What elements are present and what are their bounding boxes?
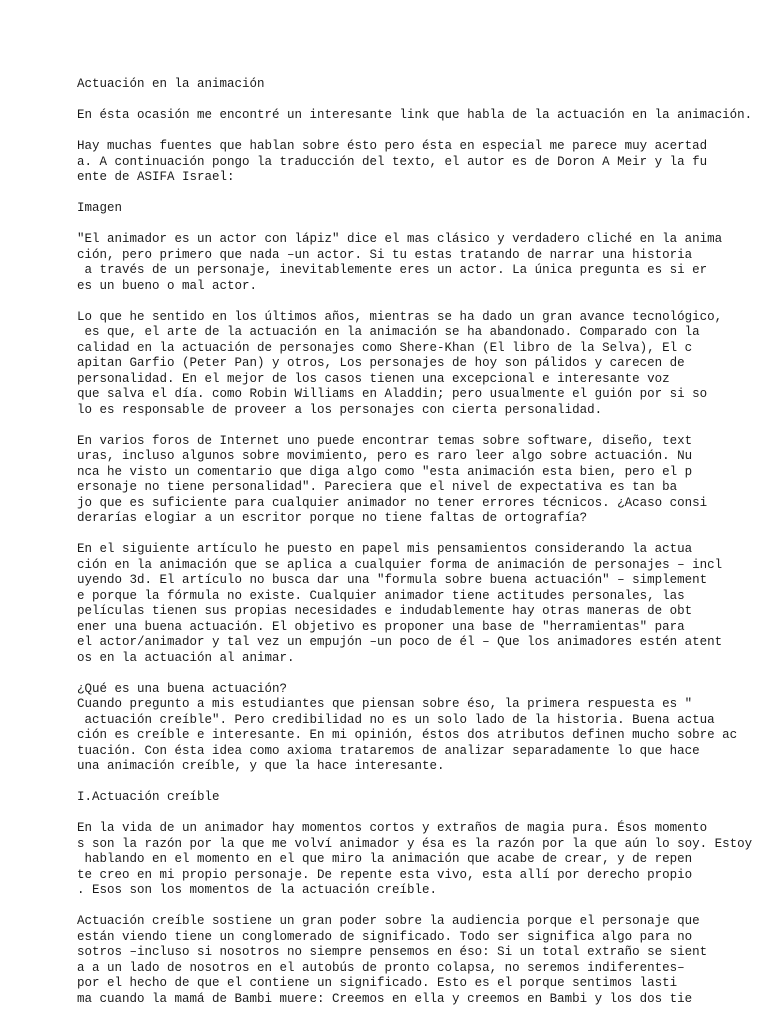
text-line: calidad en la actuación de personajes como Shere-Khan (El libro de la Selva), El c bbox=[77, 340, 693, 355]
text-line: una animación creíble, y que la hace interesante. bbox=[77, 759, 445, 773]
text-line: Cuando pregunto a mis estudiantes que piensan sobre éso, la primera respuesta es " bbox=[77, 697, 693, 711]
text-line: derarías elogiar a un escritor porque no tiene faltas de ortografía? bbox=[77, 511, 588, 525]
text-line: lo es responsable de proveer a los personajes con cierta personalidad. bbox=[77, 402, 603, 417]
text-line: nca he visto un comentario que diga algo como "esta animación esta bien, pero el p bbox=[77, 464, 693, 479]
text-line: ersonaje no tiene personalidad". Pareciera que el nivel de expectativa es tan ba bbox=[77, 480, 678, 494]
text-line: Actuación en la animación bbox=[77, 77, 265, 91]
body-paragraph bbox=[77, 542, 767, 666]
text-line: "El animador es un actor con lápiz" dice el mas clásico y verdadero cliché en la anima bbox=[77, 232, 723, 246]
section-paragraph bbox=[77, 682, 767, 775]
text-line: te creo en mi propio personaje. De repente esta vivo, esta allí por derecho propio bbox=[77, 867, 693, 882]
text-line: a través de un personaje, inevitablemente eres un actor. La única pregunta es si er bbox=[77, 263, 708, 277]
text-line: En varios foros de Internet uno puede encontrar temas sobre software, diseño, text bbox=[77, 433, 693, 448]
image-placeholder-label bbox=[77, 201, 767, 217]
body-paragraph bbox=[77, 821, 767, 899]
text-line: películas tienen sus propias necesidades e indudablemente hay otras maneras de obt bbox=[77, 604, 693, 618]
text-line: actuación creíble". Pero credibilidad no es un solo lado de la historia. Buena actua bbox=[77, 712, 715, 727]
text-line: es un bueno o mal actor. bbox=[77, 278, 258, 293]
text-line: que salva el día. como Robin Williams en Aladdin; pero usualmente el guión por si so bbox=[77, 387, 708, 401]
text-line: están viendo tiene un conglomerado de significado. Todo ser significa algo para no bbox=[77, 929, 693, 944]
text-line: apitan Garfio (Peter Pan) y otros, Los personajes de hoy son pálidos y carecen de bbox=[77, 356, 685, 370]
text-line: uras, incluso algunos sobre movimiento, pero es raro leer algo sobre actuación. Nu bbox=[77, 449, 693, 463]
text-line: a a un lado de nosotros en el autobús de pronto colapsa, no seremos indiferentes– bbox=[77, 960, 685, 975]
body-paragraph bbox=[77, 914, 767, 1007]
text-line: e porque la fórmula no existe. Cualquier animador tiene actitudes personales, las bbox=[77, 588, 685, 603]
text-line: por el hecho de que el contiene un significado. Esto es el porque sentimos lasti bbox=[77, 976, 678, 990]
text-line: ente de ASIFA Israel: bbox=[77, 170, 235, 184]
source-paragraph bbox=[77, 139, 767, 186]
text-line: jo que es suficiente para cualquier animador no tener errores técnicos. ¿Acaso consi bbox=[77, 495, 708, 510]
text-line: ción es creíble e interesante. En mi opinión, éstos dos atributos definen mucho sobre ac bbox=[77, 728, 738, 742]
document-body bbox=[77, 77, 767, 1023]
text-line: Imagen bbox=[77, 201, 123, 215]
text-line: es que, el arte de la actuación en la animación se ha abandonado. Comparado con la bbox=[77, 325, 700, 339]
text-line: ción en la animación que se aplica a cualquier forma de animación de personajes – incl bbox=[77, 557, 723, 572]
text-line: ción, pero primero que nada –un actor. Si tu estas tratando de narrar una historia bbox=[77, 247, 693, 262]
text-line: Actuación creíble sostiene un gran poder sobre la audiencia porque el personaje que bbox=[77, 914, 700, 928]
text-line: Hay muchas fuentes que hablan sobre ésto pero ésta en especial me parece muy acertad bbox=[77, 139, 708, 153]
text-line: el actor/animador y tal vez un empujón –un poco de él – Que los animadores estén atent bbox=[77, 635, 723, 649]
text-line: os en la actuación al animar. bbox=[77, 650, 295, 665]
body-paragraph bbox=[77, 434, 767, 527]
text-line: personalidad. En el mejor de los casos tienen una excepcional e interesante voz bbox=[77, 371, 670, 386]
text-line: ¿Qué es una buena actuación? bbox=[77, 681, 288, 696]
text-line: s son la razón por la que me volví animador y ésa es la razón por la que aún lo soy. Estoy bbox=[77, 836, 753, 851]
text-line: uyendo 3d. El artículo no busca dar una "formula sobre buena actuación" – simplement bbox=[77, 573, 708, 587]
text-line: Lo que he sentido en los últimos años, mientras se ha dado un gran avance tecnológico, bbox=[77, 309, 723, 324]
article-title bbox=[77, 77, 767, 93]
text-line: ener una buena actuación. El objetivo es proponer una base de "herramientas" para bbox=[77, 619, 685, 634]
text-line: sotros –incluso si nosotros no siempre pensemos en éso: Si un total extraño se sient bbox=[77, 945, 708, 959]
body-paragraph bbox=[77, 232, 767, 294]
body-paragraph bbox=[77, 310, 767, 419]
section-heading bbox=[77, 790, 767, 806]
text-line: En el siguiente artículo he puesto en papel mis pensamientos considerando la actua bbox=[77, 542, 693, 556]
text-line: ma cuando la mamá de Bambi muere: Creemos en ella y creemos en Bambi y los dos tie bbox=[77, 991, 693, 1006]
text-line: hablando en el momento en el que miro la animación que acabe de crear, y de repen bbox=[77, 852, 693, 866]
intro-paragraph bbox=[77, 108, 767, 124]
text-line: En la vida de un animador hay momentos cortos y extraños de magia pura. Ésos momento bbox=[77, 821, 708, 835]
text-line: En ésta ocasión me encontré un interesante link que habla de la actuación en la animación. bbox=[77, 108, 753, 122]
text-line: I.Actuación creíble bbox=[77, 790, 220, 804]
text-line: a. A continuación pongo la traducción del texto, el autor es de Doron A Meir y la fu bbox=[77, 154, 708, 169]
text-line: tuación. Con ésta idea como axioma trataremos de analizar separadamente lo que hace bbox=[77, 743, 700, 758]
text-line: . Esos son los momentos de la actuación creíble. bbox=[77, 883, 438, 897]
